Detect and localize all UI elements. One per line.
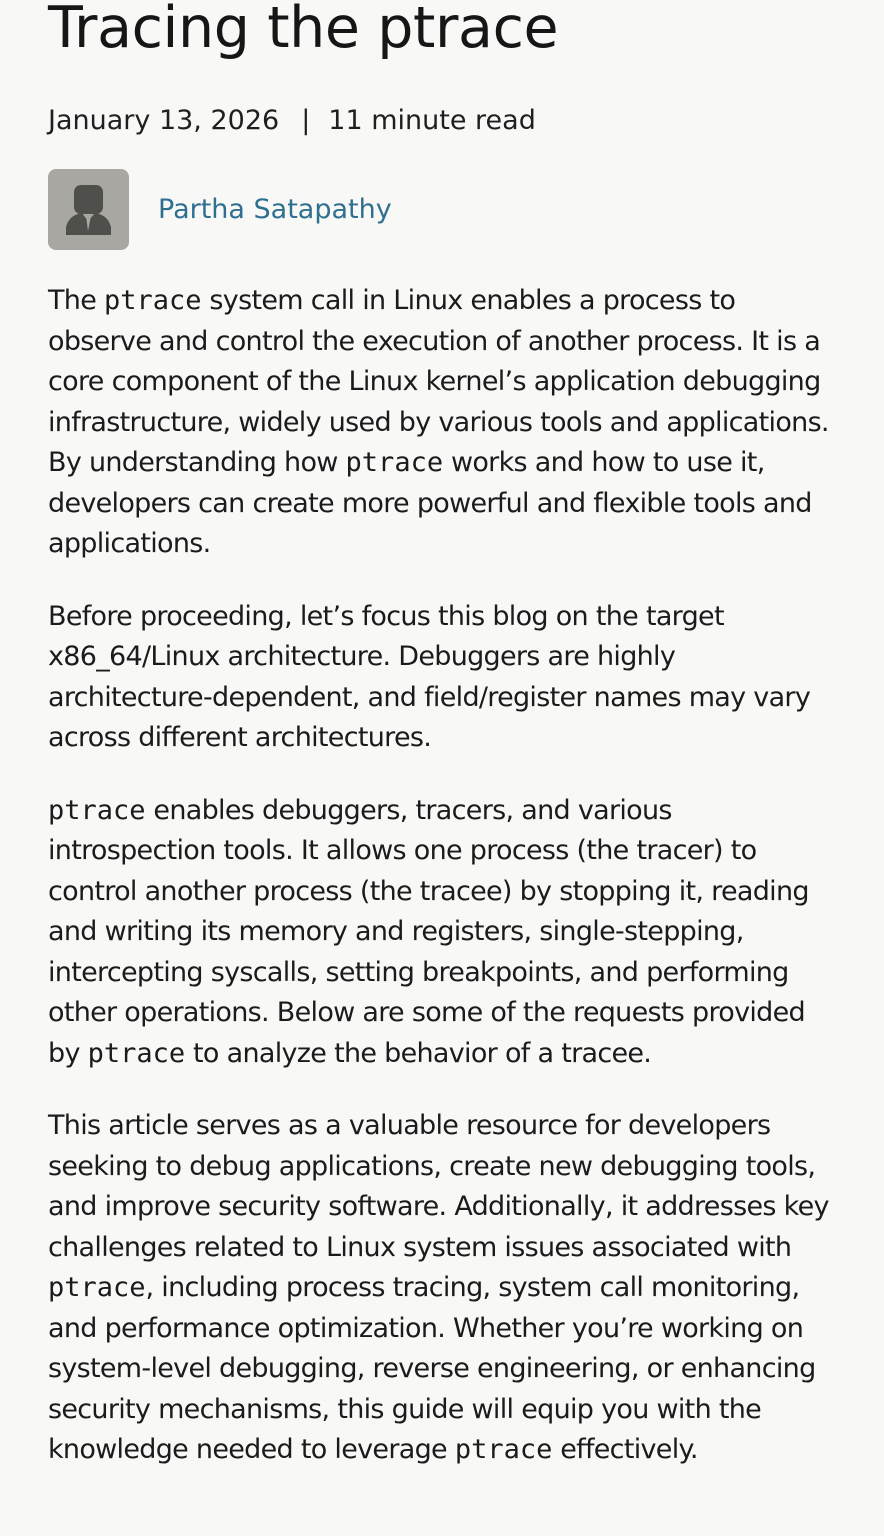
- post-date: January 13, 2026: [48, 105, 280, 136]
- text-run: The: [48, 285, 104, 316]
- page-title: Tracing the ptrace: [48, 0, 559, 61]
- author-link[interactable]: Partha Satapathy: [158, 193, 392, 225]
- meta-separator: |: [301, 105, 311, 136]
- text-run: system call in Linux enables a process to observe and control the execution of another process. It is a core component of the Linux kernel’s application debugging infrastructure, widely used by various tools and applications. By understanding how: [48, 285, 829, 478]
- person-silhouette-icon: [48, 169, 129, 250]
- text-run: , including process tracing, system call monitoring, and performance optimization. Whether you’re working on system-level debugging, reverse engineering, or enhancing security mechanisms, this guide will equip you with the knowledge needed to leverage: [48, 1272, 816, 1465]
- paragraph-architecture: Before proceeding, let’s focus this blog on the target x86_64/Linux architecture. Debuggers are highly architecture-dependent, and field/register names may vary across different architectures.: [48, 600, 811, 753]
- paragraph-capabilities: [48, 791, 838, 1075]
- paragraph-purpose: [48, 1106, 838, 1471]
- text-run: enables debuggers, tracers, and various introspection tools. It allows one process (the tracer) to control another process (the tracee) by stopping it, reading and writing its memory and registers, single-stepping, intercepting syscalls, setting breakpoints, and performing other operations. Below are some of the requests provided by: [48, 794, 809, 1069]
- text-run: to analyze the behavior of a tracee.: [185, 1037, 652, 1069]
- read-time: 11 minute read: [328, 105, 536, 136]
- inline-code: ptrace: [345, 447, 444, 478]
- inline-code: ptrace: [48, 794, 146, 826]
- inline-code: ptrace: [87, 1037, 186, 1069]
- text-run: This article serves as a valuable resource for developers seeking to debug applications, create new debugging tools, and improve security software. Additionally, it addresses key challenges related to Linux system issues associated with: [48, 1110, 829, 1263]
- inline-code: ptrace: [48, 1272, 146, 1303]
- paragraph-intro: [48, 281, 838, 565]
- text-run: works and how to use it, developers can create more powerful and flexible tools and applications.: [48, 447, 812, 559]
- post-meta: [48, 101, 536, 141]
- article-body: [48, 281, 838, 1503]
- inline-code: ptrace: [104, 285, 202, 316]
- author-avatar[interactable]: [48, 169, 129, 250]
- inline-code: ptrace: [454, 1434, 553, 1465]
- author-block: [48, 169, 392, 250]
- text-run: effectively.: [552, 1434, 698, 1465]
